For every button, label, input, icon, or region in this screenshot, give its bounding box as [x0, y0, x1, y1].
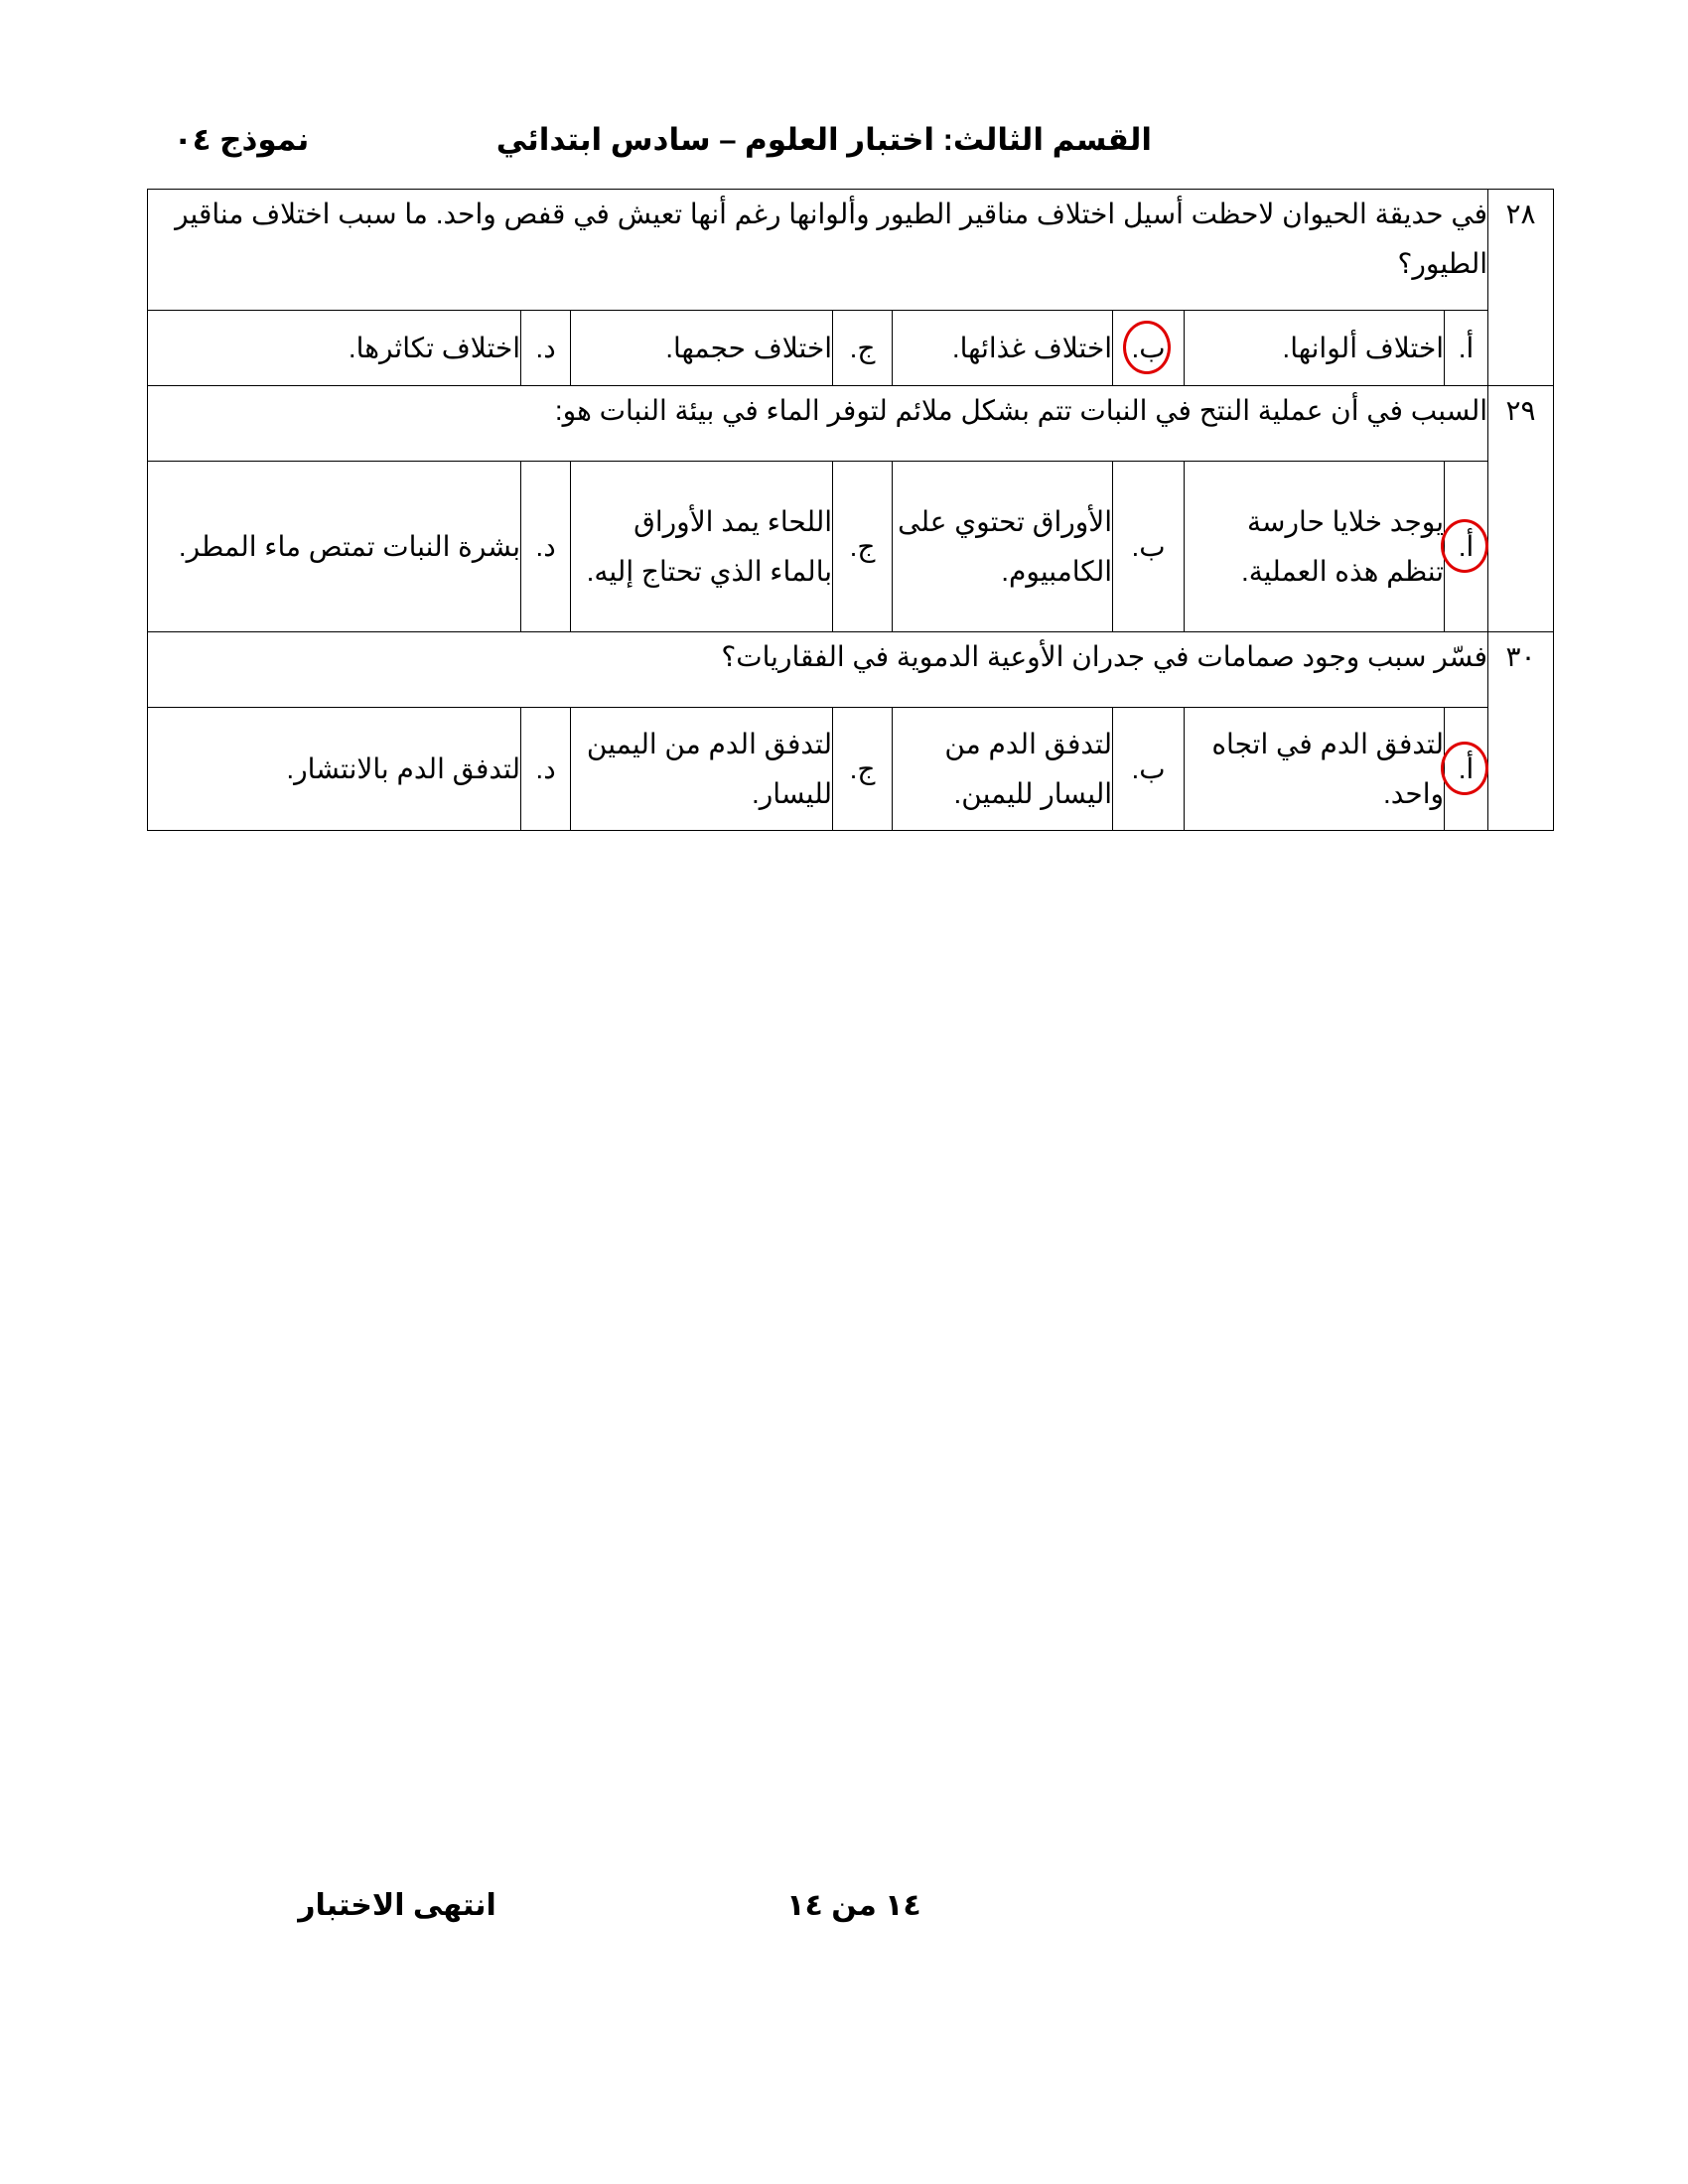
- option-letter[interactable]: د.: [521, 708, 571, 831]
- option-text[interactable]: يوجد خلايا حارسة تنظم هذه العملية.: [1185, 462, 1445, 632]
- option-text[interactable]: الأوراق تحتوي على الكامبيوم.: [893, 462, 1113, 632]
- option-text[interactable]: لتدفق الدم من اليسار لليمين.: [893, 708, 1113, 831]
- option-letter[interactable]: أ.: [1445, 708, 1488, 831]
- option-letter[interactable]: ج.: [833, 311, 893, 386]
- question-30-options: [148, 708, 1554, 831]
- option-text[interactable]: لتدفق الدم في اتجاه واحد.: [1185, 708, 1445, 831]
- option-letter[interactable]: ب.: [1113, 462, 1185, 632]
- option-text[interactable]: بشرة النبات تمتص ماء المطر.: [148, 462, 521, 632]
- option-letter[interactable]: أ.: [1445, 311, 1488, 386]
- question-text: السبب في أن عملية النتح في النبات تتم بشكل ملائم لتوفر الماء في بيئة النبات هو:: [148, 386, 1488, 462]
- question-number: ٢٩: [1488, 386, 1554, 632]
- question-30-row: [148, 632, 1554, 708]
- question-number: ٣٠: [1488, 632, 1554, 831]
- question-text: في حديقة الحيوان لاحظت أسيل اختلاف مناقير الطيور وألوانها رغم أنها تعيش في قفص واحد. ما سبب اختلاف مناقير الطيور؟: [148, 190, 1488, 311]
- option-text[interactable]: اختلاف ألوانها.: [1185, 311, 1445, 386]
- option-letter[interactable]: د.: [521, 311, 571, 386]
- option-letter[interactable]: ج.: [833, 708, 893, 831]
- option-text[interactable]: لتدفق الدم من اليمين لليسار.: [571, 708, 833, 831]
- model-label: نموذج ٠٤: [173, 122, 310, 157]
- question-text: فسّر سبب وجود صمامات في جدران الأوعية الدموية في الفقاريات؟: [148, 632, 1488, 708]
- page-number: ١٤ من ١٤: [786, 1889, 921, 1922]
- question-29-options: [148, 462, 1554, 632]
- exam-end-label: انتهى الاختبار: [298, 1889, 496, 1922]
- option-text[interactable]: لتدفق الدم بالانتشار.: [148, 708, 521, 831]
- question-28-options: [148, 311, 1554, 386]
- page-title: القسم الثالث: اختبار العلوم – سادس ابتدائي: [495, 122, 1152, 157]
- option-text[interactable]: اللحاء يمد الأوراق بالماء الذي تحتاج إليه.: [571, 462, 833, 632]
- option-letter[interactable]: أ.: [1445, 462, 1488, 632]
- questions-table: [147, 189, 1554, 831]
- option-text[interactable]: اختلاف حجمها.: [571, 311, 833, 386]
- option-letter[interactable]: ب.: [1113, 311, 1185, 386]
- option-text[interactable]: اختلاف تكاثرها.: [148, 311, 521, 386]
- question-28-row: [148, 190, 1554, 311]
- option-letter[interactable]: ب.: [1113, 708, 1185, 831]
- question-number: ٢٨: [1488, 190, 1554, 386]
- question-29-row: [148, 386, 1554, 462]
- option-letter[interactable]: ج.: [833, 462, 893, 632]
- option-letter[interactable]: د.: [521, 462, 571, 632]
- option-text[interactable]: اختلاف غذائها.: [893, 311, 1113, 386]
